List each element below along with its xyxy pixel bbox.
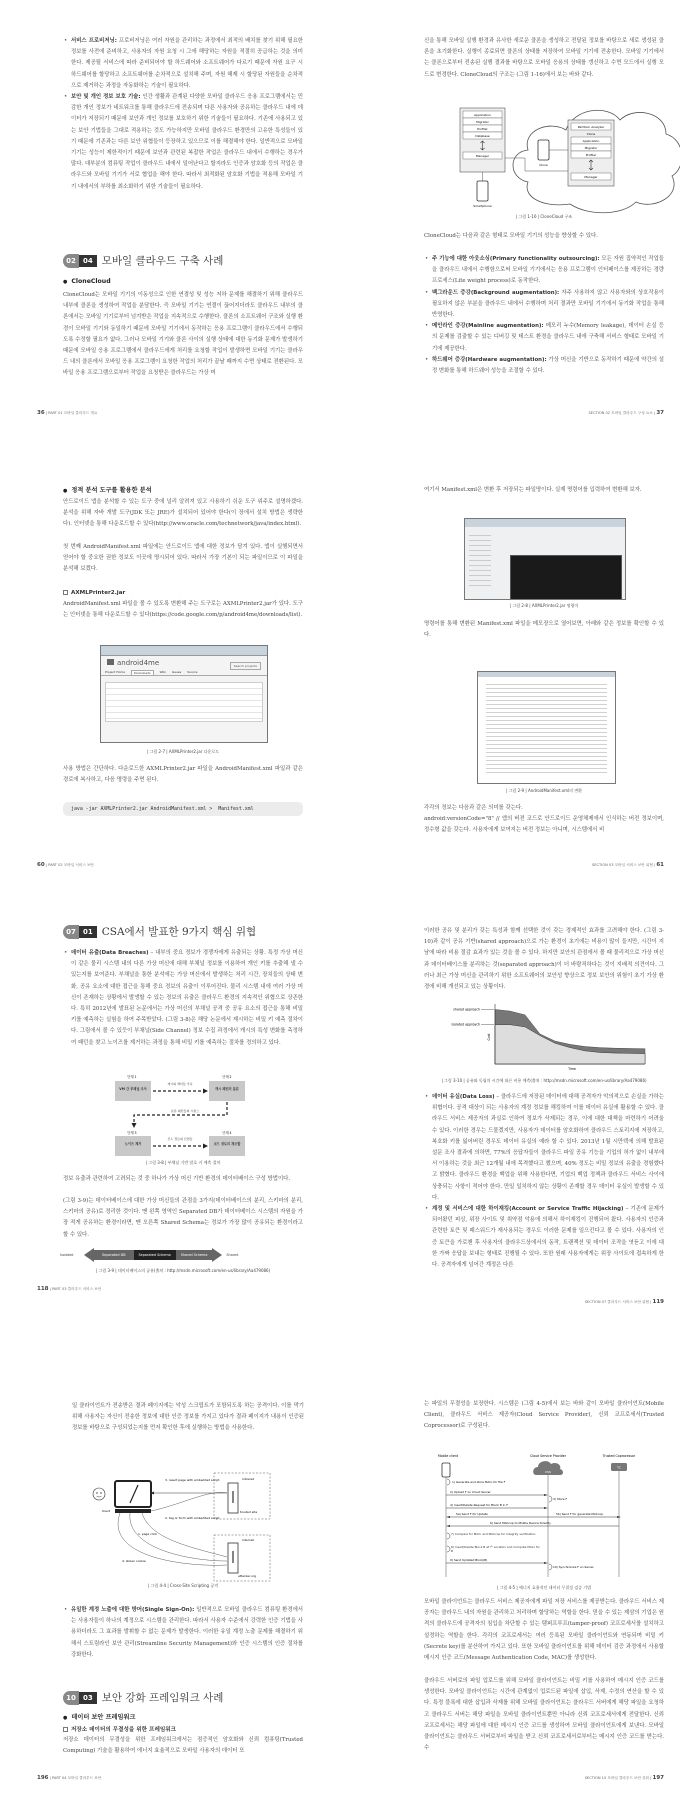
svg-text:3. result page with embedded s: 3. result page with embedded script xyxy=(165,1478,220,1482)
svg-text:5a) Send F for Update: 5a) Send F for Update xyxy=(456,1512,488,1516)
figure-caption: | 그림 3-10 | 공유와 독립의 시간에 따른 비용 예측(출처 : http://msdn.microsoft.com/en-us/library/Aa479086) xyxy=(441,1078,647,1083)
svg-text:1. page click: 1. page click xyxy=(138,1532,157,1536)
page-footer: SECTION 03 모바일 서비스 보안 위협 | 61 xyxy=(592,862,664,868)
svg-text:단계 3: 단계 3 xyxy=(127,1131,137,1135)
svg-text:Profiler: Profiler xyxy=(585,153,597,157)
bullet-item: • 메인라인 증강(Mainline augmentation): 메모리 누수(Memory leakage), 데이터 손실 등의 문제를 검출할 수 있는 디버깅 및 테스트 환경을 클라우드 내에 구축해 서비스 형태로 모바일 기기에 제공한다. xyxy=(424,321,664,355)
stack-label: Profiler xyxy=(477,127,488,131)
cost-chart xyxy=(450,1002,650,1072)
svg-text:Clone: Clone xyxy=(539,163,548,167)
bullet-list xyxy=(63,36,303,193)
paragraph: AndroidManifest.xml 파일을 볼 수 있도록 변환해 주는 도구로는 AXMLPrinter2.jar가 있다. 도구는 인터넷을 통해 다운로드할 수 있다(https://code.google.com/p/android4me/downloads/list). xyxy=(63,601,303,619)
paragraph: 사용 방법은 간단하다. 다운로드한 AXMLPrinter2.jar 파일을 AndroidManifest.xml 파일과 같은 경로에 복사하고, 다음 명령을 주면 된다. xyxy=(63,766,303,784)
actor-label: Mobile client xyxy=(437,1454,459,1458)
tab: Project Home xyxy=(105,670,126,674)
smartphone-icon xyxy=(477,181,488,201)
svg-text:client: client xyxy=(101,1509,110,1513)
paragraph: 저장소 데이터의 무결성을 위한 프레임워크에서는 점증적인 암호화와 신뢰 컴퓨팅(Trusted Computing) 기술을 활용하여 에너지 효율적으로 모바일 사용자의 데이터 또 xyxy=(63,1737,303,1755)
paragraph: 여기서 Manifest.xml은 변환 후 저장되는 파일명이다. 실제 명령어를 입력하여 변환해 보자. xyxy=(424,487,642,493)
svg-text:Application: Application xyxy=(582,139,600,143)
flow-step-box: 노이즈 제거 xyxy=(124,1142,142,1146)
paragraph: 신을 통해 모바일 실행 환경과 유사한 새로운 클론을 생성하고 전달된 정보를 바탕으로 새로 생성된 클론을 초기화한다. 실행이 종료되면 클론의 상태를 저장하여 모바일 기기에 전송한다. 모바일 기기에서는 클론으로부터 전송된 실행 결과를 바탕으로 모바일 응용의 상태를 갱신하고 수면 모드에서 실행 모드로 변경한다. CloneCloud의 구조는 (그림 1-16)에서 보는 바와 같다. xyxy=(424,38,664,78)
bullet-item: • 데이터 유출(Data Breaches) – 내부의 중요 정보가 경쟁자에게 유출되는 상황. 특정 가상 머신이 같은 물리 시스템 내의 다른 가상 머신에 대해 부채널 정보를 이용하여 개인 키를 추출해 낼 수 있는지를 보여준다. 부채널을 통한 분석에는 가상 머신에서 발생하는 처리 시간, 장치들의 상태 변화, 공유 요소에 대한 접근을 통해 중요 정보의 유출이 이루어진다. 물리 시스템 내에 여러 가상 머신이 존재하는 상황에서 발생할 수 있는 정보의 유출은 클라우드 환경의 지속적인 위협으로 상존한다. 특히 2012년에 발표된 논문에서는 가상 머신의 부채널 공격 중 공유 요소의 접근을 통해 비밀 키를 예측하는 실험을 하여 주목받았다. (그림 3-8)은 해당 논문에서 제시하는 비밀 키 예측 절차이다. 그림에서 볼 수 있듯이 부채널(Side Channel) 정보 수집 과정에서 캐시의 특성 변화를 측정하여 패턴을 찾고 노이즈를 제거하는 과정을 통해 비밀 키를 예측하는 절차를 정의하고 있다. xyxy=(63,948,303,1049)
svg-text:단계 4: 단계 4 xyxy=(222,1131,232,1135)
svg-text:internet: internet xyxy=(242,1538,254,1542)
home-icon xyxy=(107,659,114,665)
subsubheading: AXMLPrinter2.jar xyxy=(63,590,125,596)
subheading: ● CloneCloud xyxy=(63,278,111,285)
bullet-item: • 계정 및 서비스에 대한 하이재킹(Account or Service Traffic Hijacking) – 기존에 문제가 되어왔던 피싱, 위장 사이트 및 취약점 악용에 의해서 하이재킹이 진행되어 왔다. 사용자의 인증과 관련한 토큰 및 패스워드가 재사용되는 경우도 이러한 문제를 일으킨다고 볼 수 있다. 사용자의 인증 토큰을 가로챈 후 사용자의 클라우드상에서의 동작, 트랜잭션 및 데이터 조작을 엿듣고 이에 대한 가짜 응답을 보내는 형태로 진행될 수 있다. 또한 원래 사용자에게는 위장 사이트에 접속하게 한다. 공격자에게 넘어간 계정은 다른 xyxy=(424,1204,664,1271)
user-face-icon xyxy=(93,1488,105,1500)
svg-text:trusted site: trusted site xyxy=(240,1510,258,1514)
page-footer: 196 | PART 04 모바일 클라우드 보안 xyxy=(37,1775,102,1781)
stack-label: Database xyxy=(475,134,490,138)
svg-text:단계 2: 단계 2 xyxy=(222,1075,232,1079)
svg-text:Smartphone: Smartphone xyxy=(473,204,492,208)
figure-caption: | 그림 1-16 | CloneCloud 구조 xyxy=(515,214,573,219)
subsubheading: 저장소 데이터의 무결성을 위한 프레임워크 xyxy=(63,1725,176,1733)
sharing-spectrum-arrow: Isolated Separated DB Separated Schema Shared Schema Shared xyxy=(60,1248,310,1262)
page-footer: 118 | PART 03 클라우드 서비스 보안 xyxy=(37,1286,102,1292)
cmd-screenshot xyxy=(464,518,626,600)
svg-text:단계 1: 단계 1 xyxy=(127,1075,137,1079)
paragraph: 안드로이드 앱을 분석할 수 있는 도구 중에 널리 알려져 있고 사용하기 쉬운 도구 위주로 설명하겠다. 분석을 위해 자바 개발 도구(JDK 또는 JRE)가 설치되어 있어야 한다(이 장에서 설치 방법은 생략한다). 인터넷을 통해 다운로드할 수 있다(http://www.oracle.com/technetwork/java/index.html). xyxy=(63,499,303,528)
paragraph: 클라우드 서버로의 파일 업로드를 위해 모바일 클라이언트는 비밀 키를 사용하여 메시지 인증 코드를 생성한다. 모바일 클라이언트는 시간에 관계없이 업로드된 파일에 삽입, 삭제, 수정의 연산을 할 수 있다. 특정 블록에 대한 삽입과 삭제를 위해 모바일 클라이언트는 클라우드 서버에게 해당 파일을 요청하고 클라우드 서버는 해당 파일을 모바일 클라이언트뿐만 아니라 신뢰 코프로세서에게 전달한다. 신뢰 코프로세서는 해당 파일에 대한 메시지 인증 코드를 생성하여 모바일 클라이언트에게 보낸다. 모바일 클라이언트는 클라우드 서버로부터 파일을 받고 신뢰 코프로세서로부터는 메시지 인증 코드를 받는다. 수 xyxy=(424,1678,664,1752)
clonecloud-diagram xyxy=(410,96,680,216)
page-196 xyxy=(0,1359,350,1812)
section-heading: 07 01 CSA에서 발표한 9가지 핵심 위협 xyxy=(63,924,256,939)
svg-text:4) Insert/Delete Request for B: 4) Insert/Delete Request for Block B in F xyxy=(450,1503,508,1507)
chart-xlabel: Time xyxy=(568,1067,576,1071)
integrity-sequence-diagram: Mobile client Cloud Service Provider Trusted Coprocessor CSS TC 1) Generate and store MAC₁ for file F 2) Upload F on Cloud Server 3) Store F 4) Insert/Delete Request for Block B in F 5a) Send F for Update 5b) Send F for generate MACcop 6) Send MACcop to Mobile Device Directly 7) Compare for MAC₁ and MACcop for Integrity verification 8) Insert/Delete Block B at iᵗʰ Location and Compute MAC₂ for B 9) Send Updated Block(B) 10) Synchronize F on Server xyxy=(437,1454,636,1569)
clone-phone-icon xyxy=(538,140,549,160)
figure-caption: | 그림 3-8 | 부채널 기반 암호 키 예측 절차 xyxy=(145,1160,221,1165)
figure-caption: | 그림 4-4 | Cross-Site Scripting 공격 xyxy=(147,1583,219,1588)
svg-text:2) Upload F on Cloud Server: 2) Upload F on Cloud Server xyxy=(450,1490,491,1494)
svg-text:2. tag or form with embedded s: 2. tag or form with embedded script xyxy=(165,1516,220,1520)
page-36 xyxy=(0,0,350,453)
chart-annotation: shared approach xyxy=(453,1007,480,1012)
paragraph: 는 파일의 무결성을 보장한다. 시스템은 (그림 4-5)에서 보는 바와 같이 모바일 클라이언트(Mobile Client), 클라우드 서비스 제공자(Cloud Service Provider), 신뢰 코프로세서(Trusted Coprocessor)로 구성된다. xyxy=(424,1401,664,1430)
paragraph: (그림 3-9)는 데이터베이스에 대한 가상 머신들의 관점을 3가지(데이터베이스의 분리, 스키마의 분리, 스키마의 공유)로 정리한 것이다. 맨 왼쪽 영역인 Separated DB가 데이터베이스 시스템의 자원을 가장 적게 공유하는 환경이라면, 맨 오른쪽 Shared Schema는 정보가 가장 많이 공유되는 환경이라고 할 수 있다. xyxy=(63,1198,303,1238)
bullet-list xyxy=(424,1092,664,1271)
stack-label: Migrator xyxy=(476,120,489,124)
paragraph: android:versionCode="8" // 앱의 버전 코드로 안드로이드 운영체제에서 인식하는 버전 정보이며, 정수형 값을 갖는다. 사용자에게 보여지는 버전 정보는 아니며, 시스템에서 비 xyxy=(424,816,664,834)
paragraph: 명령어를 통해 변환된 Manifest.xml 파일을 메모장으로 열어보면, 아래와 같은 정보를 확인할 수 있다. xyxy=(424,621,664,639)
page-footer: SECTION 02 모바일 클라우드 구성 요소 | 37 xyxy=(588,410,664,416)
svg-text:3) Store F: 3) Store F xyxy=(553,1497,568,1501)
svg-text:TC: TC xyxy=(617,1465,621,1470)
bullet-item: • 보안 및 개인 정보 보호 기술: 인간 생활과 관계된 다양한 모바일 클라우드 응용 프로그램에서는 민감한 개인 정보가 네트워크를 통해 클라우드에 전송되며 다른 사용자와 공유하는 클라우드 내에 데이터가 저장되기 때문에 보안과 개인 정보를 보호하기 위한 기술들이 필요하다. 기존에 사용되고 있는 보안 기법들을 그대로 적용하는 것도 가능하지만 모바일 클라우드 환경만의 고유한 특성들이 있기 때문에 기존과는 다른 보안 위협들이 등장하고 있으므로 이를 해결해야 한다. 일반적으로 모바일 기기는 성능이 제한적이기 때문에 보안과 관련된 복잡한 작업은 클라우드 내에서 수행하는 경우가 많다. 대부분의 컴퓨팅 작업이 클라우드 내에서 일어난다고 할지라도 인증과 암호화 등의 작업은 클라우드와 모바일 기기가 서로 협업을 해야 한다. 따라서 최적화된 암호화 기법을 적용해 모바일 기기 내에서의 부하를 최소화하기 위한 기술들이 필요하다. xyxy=(63,92,303,193)
bullet-list xyxy=(63,948,303,1049)
subheading: ● 데이터 보안 프레임워크 xyxy=(63,1712,135,1721)
bullet-item: • 백그라운드 증강(Background augmentation): 자주 사용하지 않고 사용자와의 상호작용이 필요하지 않은 부분을 클라우드 내에서 수행하며 처리 결과만 모바일 기기에서 동기화 작업을 통해 반영한다. xyxy=(424,288,664,322)
bullet-item: • 주 기능에 대한 아웃소싱(Primary functionality outsourcing): 모든 자원 집약적인 작업들을 클라우드 내에서 수행함으로써 모바일 기기에서는 응용 프로그램이 인터페이스를 제공하는 경량 프로세스(Lite weight process)로 동작한다. xyxy=(424,254,664,288)
page-119 xyxy=(350,906,700,1359)
paragraph: 모바일 클라이언트는 클라우드 서비스 제공자에게 파일 저장 서비스를 제공받는다. 클라우드 서비스 제공자는 클라우드 내의 자원을 관리하고 처리하며 할당하는 역할을 한다. 믿을 수 있는 제삼의 기업은 원격의 클라우드에 공격자의 침입을 차단할 수 있는 탬퍼프루프(tamper-proof) 코프로세서를 설치하고 설정하는 역할을 한다. 각각의 코프로세서는 여러 등록된 모바일 클라이언트와 연동되며 비밀 키(Secrete key)를 분산하여 가지고 있다. 또한 모바일 클라이언트를 위해 데이터 검증 과정에서 사용할 메시지 인증 코드(Message Authentication Code, MAC)를 생성한다. xyxy=(424,1599,664,1662)
paragraph: CloneCloud는 다음과 같은 형태로 모바일 기기의 성능을 향상할 수 있다. xyxy=(424,233,598,239)
page-197 xyxy=(350,1359,700,1812)
page-footer: 60 | PART 02 모바일 서비스 보안 xyxy=(37,862,94,868)
svg-text:Clone: Clone xyxy=(586,132,596,136)
page-61 xyxy=(350,453,700,906)
svg-text:1) Generate and store MAC₁ for: 1) Generate and store MAC₁ for file F xyxy=(452,1480,506,1484)
xss-attack-diagram xyxy=(90,1469,280,1585)
svg-text:9) Send Updated Block(B): 9) Send Updated Block(B) xyxy=(450,1558,488,1562)
paragraph: 일 클라이언트가 전송받은 결과 페이지에는 악성 스크립트가 포함되도록 하는 공격이다. 이를 막기 위해 사용자는 자신이 전송한 정보에 대한 인증 정보를 가지고 있다가 결과 페이지가 내용이 인증된 정보를 바탕으로 구성되었는지를 먼저 확인한 후에 실행하는 방법을 사용한다. xyxy=(72,1403,304,1432)
section-heading: 10 03 보안 강화 프레임워크 사례 xyxy=(63,1690,223,1705)
tab: Issues xyxy=(171,670,182,674)
subheading: ● 정적 분석 도구를 활용한 분석 xyxy=(63,485,152,494)
figure-caption: | 그림 4-5 | 에너지 효율적인 데이터 무결성 검증 기법 xyxy=(496,1585,592,1590)
mobile-icon xyxy=(442,1463,450,1477)
svg-text:4. stolen cookie: 4. stolen cookie xyxy=(122,1559,146,1563)
svg-text:5b) Send F for generate MACcop: 5b) Send F for generate MACcop xyxy=(556,1512,604,1516)
bullet-list xyxy=(424,254,664,377)
svg-text:Partition Analyzer: Partition Analyzer xyxy=(577,125,605,129)
figure-caption: | 그림 2-9 | AndroidManifest.xml의 변환 xyxy=(505,788,583,793)
bullet-list xyxy=(63,1605,303,1661)
svg-text:10) Synchronize F on Server: 10) Synchronize F on Server xyxy=(553,1565,594,1569)
paragraph: 이러한 공유 및 분리가 갖는 특성과 함께 선택한 것이 갖는 경제적인 효과를 고려해야 한다. (그림 3-10)과 같이 공유 기반(shared approach)으로 가는 환경이 초기에는 비용이 많이 들지만, 시간이 지남에 따라 비용 절감 효과가 있는 것을 볼 수 있다. 하지만 보안의 관점에서 볼 때 물리적으로 가상 머신과 데이터베이스를 분리하는 것(separated approach)이 더 바람직하다는 것이 지배적 의견이다. 그러나 최근 가상 머신을 관리하기 위한 소프트웨어의 보안성 향상으로 정보 보안의 위험이 초기 가상 환경에 비해 개선되고 있는 상황이다. xyxy=(424,928,664,991)
device-stack xyxy=(463,111,502,159)
bullet-item: • 유일한 계정 노출에 대한 방어(Single Sign-On): 일반적으로 모바일 클라우드 컴퓨팅 환경에서는 사용자들이 하나의 계정으로 시스템을 관리한다. 따라서 사용자 수준에서 강력한 인증 기법을 사용하더라도 그 효과를 발휘할 수 없는 문제가 발생한다. 이러한 유일 계정 노출 문제를 해결하기 위해서 스트림라인 보안 관리(Streamline Security Management)와 인증 시스템의 인증 절차를 강화한다. xyxy=(63,1605,303,1661)
svg-text:6) Send MACcop to Mobile Devic: 6) Send MACcop to Mobile Device Directly xyxy=(490,1521,551,1525)
actor-label: Trusted Coprocessor xyxy=(602,1454,636,1458)
svg-text:intranet: intranet xyxy=(242,1477,254,1481)
svg-text:attacker.org: attacker.org xyxy=(238,1574,256,1578)
android4me-screenshot: android4me Search projects Project Home Downloads Wiki Issues Source xyxy=(100,645,268,743)
figure-caption: | 그림 3-9 | 데이터베이스의 공유(출처 : http://msdn.microsoft.com/en-us/library/Aa479086) xyxy=(95,1268,271,1273)
client-monitor-icon xyxy=(115,1481,151,1507)
tab: Downloads xyxy=(131,670,153,675)
stack-label: Manager xyxy=(475,154,490,158)
paragraph: 첫 번째 AndroidManifest.xml 파일에는 안드로이드 앱에 대한 정보가 담겨 있다. 앱이 실행되면서 얻어야 할 중요한 권한 정보도 이곳에 명시되어 있다. 따라서 가장 기본이 되는 파일이므로 이 파일을 분석해 보겠다. xyxy=(63,544,303,573)
page-footer: 36 | PART 01 모바일 클라우드 개요 xyxy=(37,410,98,416)
flow-step-box: 캐시 패턴의 분류 xyxy=(215,1087,239,1091)
chart-annotation: isolated approach xyxy=(451,1022,480,1027)
notepad-screenshot xyxy=(477,671,616,784)
actor-label: Cloud Service Provider xyxy=(529,1454,567,1458)
bullet-item: • 데이터 유실(Data Loss) – 클라우드에 저장된 데이터에 대해 공격자가 악의적으로 손실을 가하는 위협이다. 공격 대상이 되는 사용자의 계정 정보를 해킹하여 이를 데이터 유실에 활용할 수 있다. 클라우드 서비스 제공자의 과실로 인하여 정보가 삭제되는 경우, 이에 대한 대책을 마련하기 어려울 수 있다. 이러한 경우는 드물겠지만, 사용자가 데이터를 암호화하여 클라우드 스토리지에 저장하고, 복호화 키를 잃어버린 경우도 데이터 유실의 예라 할 수 있다. 2013년 1월 시만텍에 의해 발표된 설문 조사 결과에 의하면, 77%의 응답자들이 클라우드 파일 공유 기능을 기업의 허가 없이 내부에서 이용하는 것을 최근 12개월 내에 목격했다고 했으며, 40% 정도는 비밀 정보의 유출을 경험했다고 밝혔다. 클라우드 환경을 백업을 위해 사용한다면, 기업의 백업 정책과 클라우드 서비스 사이에 상충되는 사항이 적어야 한다. 만일 일치하지 않는 상황이 존재할 경우 데이터 유실이 발생할 수 있다. xyxy=(424,1092,664,1204)
page-37 xyxy=(350,0,700,453)
flow-step-box: VM 간 부채널 조사 xyxy=(119,1087,147,1091)
section-title: 모바일 클라우드 구축 사례 xyxy=(101,255,224,267)
side-channel-flow-diagram: 단계 1 VM 간 부채널 조사 단계 2 캐시 패턴의 분류 캐시의 벡터들 가속 분류 패턴들의 시퀀스 단계 3 노이즈 제거 단계 4 코드 경로의 재조합 코드 경로의 단편들 xyxy=(60,1072,310,1170)
stack-label: Application xyxy=(474,113,491,117)
bullet-item: • 하드웨어 증강(Hardware augmentation): 가상 머신을 기반으로 동작하기 때문에 약간의 설정 변화를 통해 하드웨어 성능을 조절할 수 있다. xyxy=(424,355,664,377)
bullet-item: • 서비스 프로비저닝: 프로비저닝은 여러 자원을 관리하는 과정에서 최적의 배치를 찾기 위해 필요한 정보를 사전에 준비하고, 사용자의 자원 요청 시 그에 해당하는 자원을 적절히 공급하는 것을 의미한다. 제공될 서비스에 따라 준비되어야 할 하드웨어와 소프트웨어가 다르기 때문에 자원 요구 시 하드웨어를 할당하고 소프트웨어를 순차적으로 설치해 주며, 자원 해제 시 할당된 자원들을 순차적으로 제거하는 과정을 자동화하는 기술이 필요하다. xyxy=(63,36,303,92)
page-footer: SECTION 07 클라우드 서비스 보안 위협 | 119 xyxy=(584,1299,664,1305)
tab: Wiki xyxy=(159,670,166,674)
paragraph: 정보 유출과 관련하여 고려되는 것 중 하나가 가상 머신 기반 환경의 데이터베이스 구성 방법이다. xyxy=(63,1176,291,1182)
chart-ylabel: Cost xyxy=(487,1033,491,1041)
page-60 xyxy=(0,453,350,906)
paragraph: 각각의 정보는 다음과 같은 의미를 갖는다. xyxy=(424,805,523,811)
section-title: 보안 강화 프레임워크 사례 xyxy=(101,1692,224,1704)
section-title: CSA에서 발표한 9가지 핵심 위협 xyxy=(101,926,257,938)
paragraph: CloneCloud는 모바일 기기의 이동성으로 인한 연결성 및 성능 저하 문제를 해결하기 위해 클라우드 내부에 클론을 생성하여 작업을 분담한다. 즉 모바일 기기는 연결이 끊어지더라도 클라우드 내부의 클론에서는 모바일 기기로부터 넘겨받은 작업을 지속적으로 수행한다. 클론의 소프트웨어 구조와 실행 환경이 모바일 기기와 동일하기 때문에 모바일 기기에서 동작하는 응용 프로그램이 클라우드에서 수행되도록 수정할 필요가 없다. 그러나 모바일 기기와 클론 사이의 실행 상태에 대한 동기화 문제가 발생하기 때문에 모바일 응용 프로그램에서 클라우드에게 처리를 요청할 작업이 발생하면 모바일 기기는 클라우드 내의 클론에서 모바일 응용 프로그램이 요청한 작업의 처리가 끝날 때까지 수면 상태로 전환된다. 모바일 응용 프로그램으로부터 작업을 요청받은 클라우드는 가상 머 xyxy=(63,292,303,377)
svg-text:Migrator: Migrator xyxy=(584,146,598,150)
figure-caption: | 그림 2-8 | AXMLPrinter2.jar 명령어 xyxy=(509,603,579,608)
section-heading: 02 04 모바일 클라우드 구축 사례 xyxy=(63,253,223,268)
page-footer: SECTION 10 모바일 클라우드 보안 강화 | 197 xyxy=(584,1775,664,1781)
svg-text:CSS: CSS xyxy=(545,1470,551,1474)
svg-text:Manager: Manager xyxy=(584,175,598,179)
flow-step-box: 코드 경로의 재조합 xyxy=(213,1142,241,1146)
terminal-window xyxy=(510,555,622,600)
tab: Source xyxy=(187,670,198,674)
code-block: java -jar AXMLPrinter2.jar AndroidManifest.xml > Manifest.xml xyxy=(63,802,303,816)
figure-caption: | 그림 2-7 | AXMLPrinter2.jar 다운로드 xyxy=(146,749,220,754)
page-118 xyxy=(0,906,350,1359)
